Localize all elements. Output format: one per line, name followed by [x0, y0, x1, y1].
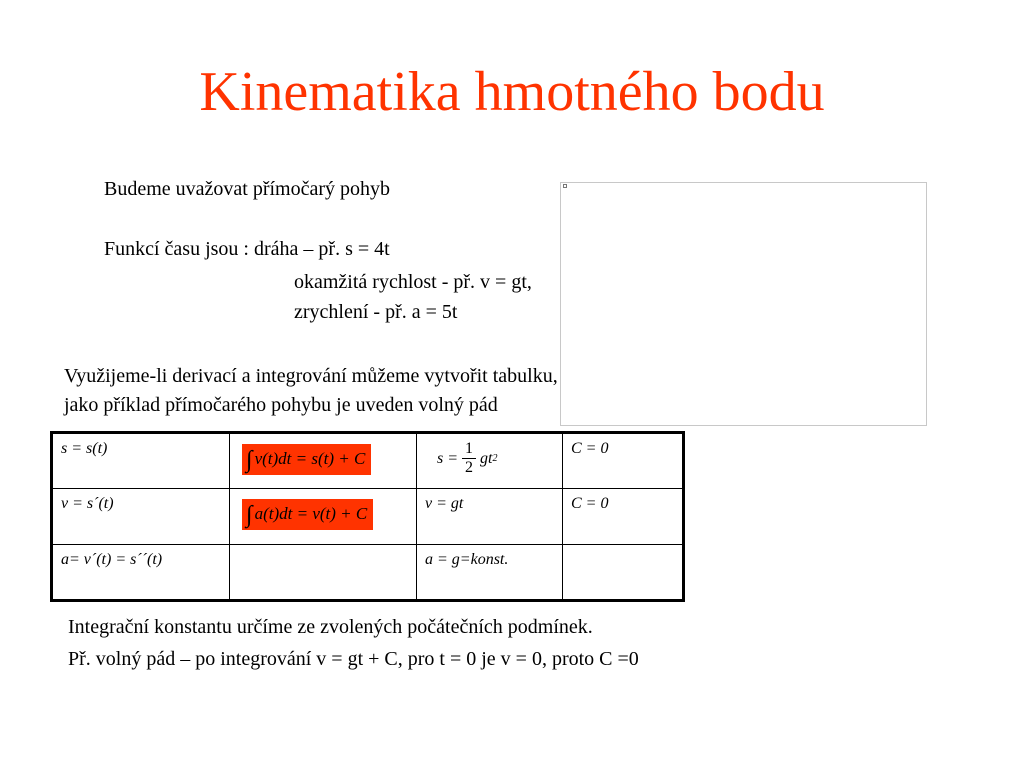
table-cell: a= v´(t) = s´´(t): [52, 545, 230, 601]
formula-exponent: 2: [492, 453, 498, 464]
fraction-denominator: 2: [465, 459, 474, 476]
table-cell: v = gt: [417, 489, 563, 545]
integral-expression: v(t)dt = s(t) + C: [254, 449, 366, 468]
table-row: [52, 545, 684, 601]
integral-sign: ∫: [246, 447, 253, 473]
usage-line-2: jako příklad přímočarého pohybu je uveden volný pád: [64, 394, 498, 416]
table-cell: [563, 545, 684, 601]
usage-line-1: Využijeme-li derivací a integrování můžeme vytvořit tabulku,: [64, 365, 558, 387]
table-row: [52, 433, 684, 489]
formula-rhs: gt: [480, 449, 493, 467]
integral-sign: ∫: [246, 502, 253, 528]
integral-expression: a(t)dt = v(t) + C: [254, 504, 368, 523]
conclusion-line-2: Př. volný pád – po integrování v = gt + C, pro t = 0 je v = 0, proto C =0: [68, 648, 639, 670]
fraction-numerator: 1: [462, 440, 476, 459]
table-cell: C = 0: [563, 489, 684, 545]
fraction: [462, 440, 476, 477]
table-row: [52, 489, 684, 545]
table-cell: [417, 433, 563, 489]
table-cell: C = 0: [563, 433, 684, 489]
image-placeholder-frame: [560, 182, 927, 426]
table-cell: s = s(t): [52, 433, 230, 489]
slide-title: Kinematika hmotného bodu: [199, 61, 825, 123]
intro-line: Budeme uvažovat přímočarý pohyb: [104, 178, 391, 200]
kinematics-table: [50, 431, 685, 602]
acceleration-line: zrychlení - př. a = 5t: [294, 301, 458, 323]
table-cell: [230, 433, 417, 489]
table-cell: a = g=konst.: [417, 545, 563, 601]
table-cell: [230, 489, 417, 545]
table-cell: [230, 545, 417, 601]
formula-lhs: s =: [437, 449, 459, 467]
integral-formula: [242, 444, 371, 475]
integral-formula: [242, 499, 373, 530]
broken-image-icon: [563, 184, 567, 188]
conclusion-line-1: Integrační konstantu určíme ze zvolených počátečních podmínek.: [68, 616, 593, 638]
functions-line: Funkcí času jsou : dráha – př. s = 4t: [104, 238, 390, 260]
velocity-line: okamžitá rychlost - př. v = gt,: [294, 271, 532, 293]
distance-formula: [437, 440, 497, 477]
table-cell: v = s´(t): [52, 489, 230, 545]
